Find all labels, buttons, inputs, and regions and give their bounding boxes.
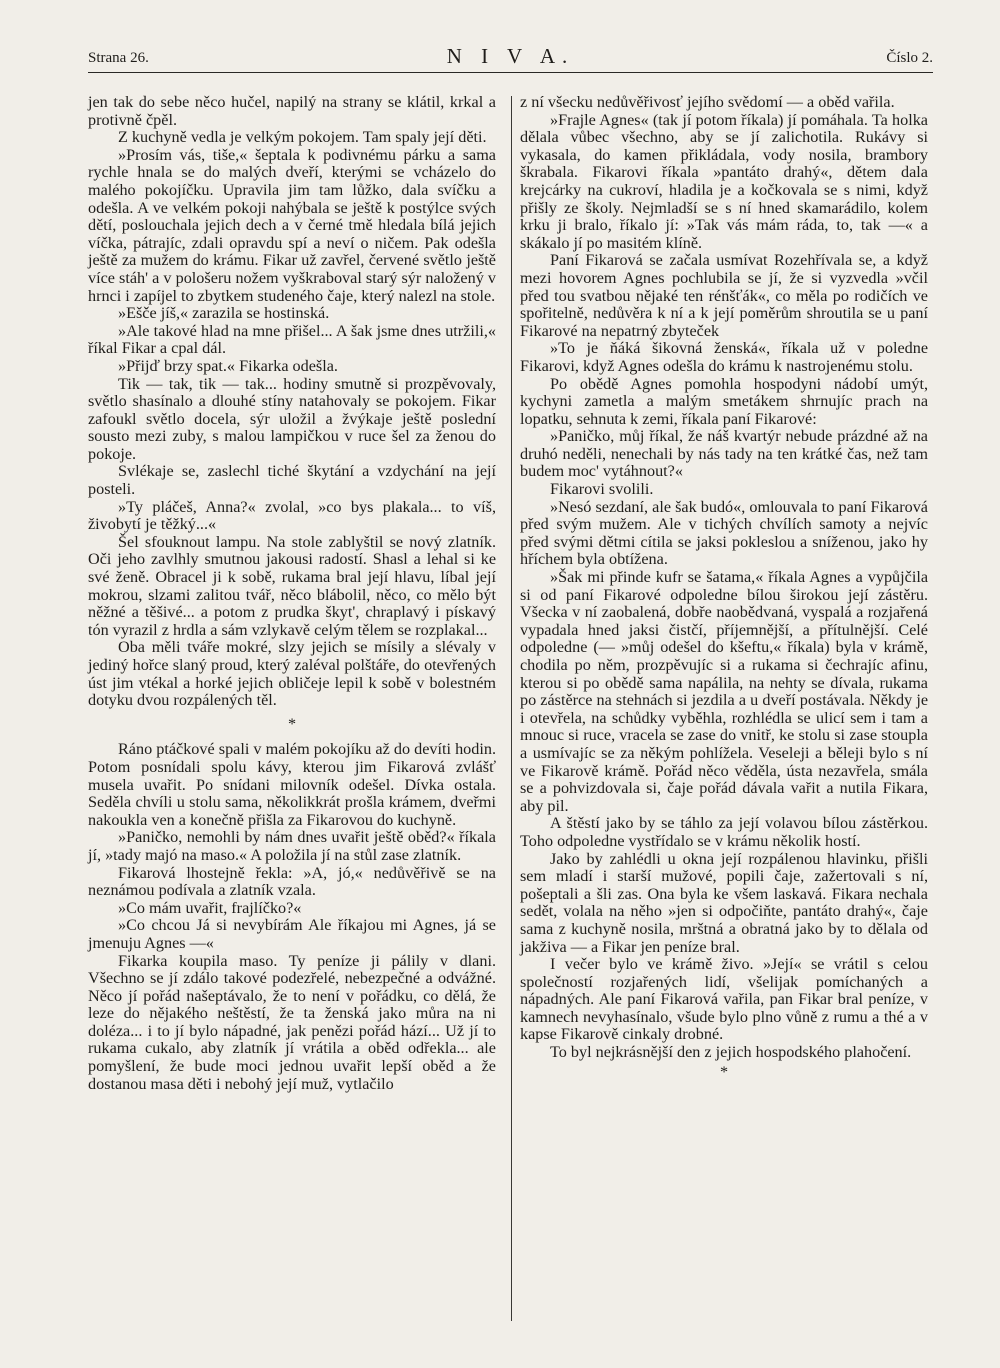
magazine-title: N I V A.: [446, 44, 575, 68]
header-rule: [88, 72, 933, 73]
paragraph: Po obědě Agnes pomohla hospodyni nádobí umýt, kychyni zametla a malým smetákem shrnujíc prach na lopatku, sehnuta k zemi, říkala paní Fikarové:: [520, 374, 928, 428]
paragraph: Oba měli tváře mokré, slzy jejich se mísily a slévaly v jediný hořce slaný proud, který zaléval polštáře, do otevřených úst jim vtékal a horké jejich obličeje lepil k sobě v bolestném dotyku dvou rozpálených těl.: [88, 638, 496, 710]
section-separator: *: [287, 714, 297, 733]
paragraph: »Co chcou Já si nevybírám Ale říkajou mi Agnes, já se jmenuju Agnes —«: [88, 916, 496, 952]
paragraph: Tik — tak, tik — tak... hodiny smutně si prozpěvovaly, světlo shasínalo a dlouhé stíny natahovaly se pokojem. Fikar zafoukl světlo docela, sýr uložil a žvýkaje ještě poslední sousto mezi zuby, s malou lampičkou v ruce šel za ženou do pokoje.: [88, 374, 496, 463]
paragraph: Šel sfouknout lampu. Na stole zablyštil se nový zlatník. Oči jeho zavlhly smutnou jakousi radostí. Shasl a lehal si ke své ženě. Obracel ji k sobě, rukama bral její hlavu, líbal její mokrou, slzami zalitou tvář, něco blábolil, něco, co mělo být něžné a těšivé... a potom z prudka škyt', chraplavý i pískavý tón vyrazil z hrdla a sám vzlykavě celým tělem se rozplakal...: [88, 532, 496, 639]
column-divider: [511, 96, 512, 1321]
paragraph: »Ale takové hlad na mne přišel... A šak jsme dnes utržili,« říkal Fikar a cpal dál.: [88, 321, 496, 358]
paragraph: »Přijď brzy spat.« Fikarka odešla.: [118, 356, 338, 375]
paragraph: Fikarová lhostejně řekla: »A, jó,« nedůvěřivě se na neznámou podívala a zlatník vzala.: [88, 863, 496, 900]
paragraph: Ráno ptáčkové spali v malém pokojíku až do devíti hodin. Potom posnídali spolu kávy, kterou jim Fikarová zvlášť musela uvařit. Po snídani milovník odešel. Dívka ostala. Seděla chvíli u stolu sama, několikkrát prošla krámem, dveřmi nakoukla ven a konečně přišla za Fikarovou do kuchyně.: [88, 740, 496, 829]
page-number: Strana 26.: [88, 50, 149, 66]
paragraph: »Frajle Agnes« (tak jí potom říkala) jí pomáhala. Ta holka dělala vůbec všechno, aby se jí zalichotila. Rukávy si vykasala, do kamen přikládala, vody nosila, brambory škrabala. Fikarovi říkala »pantáto drahý«, dětem dala krejcárky na cukroví, hladila je a kočkovala se s nimi, když přišly ze školy. Nejmladší se s ní hned skamarádilo, kolem krku ji bralo, říkalo jí: »Tak vás mám ráda, to, tak —« a skákalo jí po masitém klíně.: [520, 110, 928, 252]
left-column: [88, 94, 496, 1093]
paragraph: Paní Fikarová se začala usmívat Rozehřívala se, a když mezi hovorem Agnes pochlubila se jí, že si vyzvedla »včil před tou svatbou nějaké ten rénšťák«, co měla po rodičích ve spořitelně, nedůvěra k ní a k její poměrům shroutila se u paní Fikarové na nepatrný zbyteček: [520, 251, 928, 340]
paragraph: A štěstí jako by se táhlo za její volavou bílou zástěrkou. Toho odpoledne vystřídalo se v krámu několik hostí.: [520, 814, 928, 850]
paragraph: z ní všecku nedůvěřivosť jejího svědomí — a oběd vařila.: [520, 93, 895, 111]
paragraph: jen tak do sebe něco hučel, napilý na strany se klátil, krkal a protivně čpěl.: [88, 93, 496, 129]
paragraph: Z kuchyně vedla je velkým pokojem. Tam spaly její děti.: [118, 128, 487, 147]
paragraph: »To je ňáká šikovná ženská«, říkala už v poledne Fikarovi, když Agnes odešla do krámu k nastrojenému stolu.: [520, 339, 928, 375]
paragraph: Svlékaje se, zaslechl tiché škytání a vzdychání na její posteli.: [88, 462, 496, 499]
paragraph: To byl nejkrásnější den z jejich hospodského plahočení.: [550, 1043, 912, 1062]
paragraph: »Ešče jíš,« zarazila se hostinská.: [118, 304, 330, 323]
issue-number: Číslo 2.: [886, 50, 933, 66]
paragraph: »Paničko, můj říkal, že náš kvartýr nebude prázdné až na druhó neděli, nenechali by nás tady na ten krátké čas, než tam budem moc' vytáhnout?«: [520, 427, 928, 481]
paragraph: »Nesó sezdaní, ale šak budó«, omlouvala to paní Fikarová před svým mužem. Ale v tichých chvílích samoty a nejvíc před svými dětmi cítila se jaksi pokleslou a sníženou, jako hy hříchem byla obtížena.: [520, 497, 928, 569]
page-header: [88, 44, 933, 72]
paragraph: »Ty pláčeš, Anna?« zvolal, »co bys plakala... to víš, živobytí je těžký...«: [88, 497, 496, 534]
paragraph: »Prosím vás, tiše,« šeptala k podivnému párku a sama rychle hnala se do malých dveří, kterými se vcházelo do malého pokojíčku. Upravila jim tam lůžko, dala svíčku a odešla. A ve velkém pokoji nahýbala se ještě k postýlce svých dětí, poslouchala jejich dech a v černé tmě hledala bílá jejich víčka, pátrajíc, zdali opravdu spí a neví o ničem. Pak odešla ještě za mužem do krámu. Fikar už zavřel, červené světlo ještě více stáh' a v pološeru nožem vyškraboval starý sýr naložený v hrnci i zapíjel to zbytkem studeného čaje, který nalezl na stole.: [88, 145, 496, 305]
paragraph: »Paničko, nemohli by nám dnes uvařit ještě oběd?« říkala jí, »tady majó na maso.« A položila jí na stůl zase zlatník.: [88, 828, 496, 864]
paragraph: Jako by zahlédli u okna její rozpálenou hlavinku, přišli sem mladí i starší mužové, popili čaje, zažertovali s ní, pošeptali a šli zas. Ona byla ke všem laskavá. Fikara nechala sedět, volala na něho »jen si odpočiňte, pantáto drahý«, čaje sama z kuchyně nosila, mrštná a obratná jako by to dělala od jakživa — a Fikar jen peníze bral.: [520, 849, 928, 956]
paragraph: I večer bylo ve krámě živo. »Její« se vrátil s celou společností rozjařených lidí, všelijak pomíchaných a nápadných. Ale paní Fikarová vařila, pan Fikar bral peníze, v kamnech nevyhasínalo, všude bylo plno vůně z rumu a thé a v kapse Fikarově cinkaly drobné.: [520, 955, 928, 1044]
end-mark: *: [719, 1062, 729, 1081]
paragraph: Fikarka koupila maso. Ty peníze ji pálily v dlani. Všechno se jí zdálo takové podezřelé, nebezpečné a odvážné. Něco jí pořád našeptávalo, že to není v pořádku, co dělá, že leze do nějakého neštěstí, že ta ženská jako můra na ni doléza... i to jí bylo nápadné, jak penězi pořád hází... Už jí to rukama cukalo, aby zlatník jí vrátila a oběd odřekla... ale pomyšlení, že bude moci jednou uvařit lepší oběd a že dostanou masa děti i nebohý její muž, vytlačilo: [88, 951, 496, 1093]
right-column: [520, 94, 928, 1081]
paragraph: »Co mám uvařit, frajlíčko?«: [118, 898, 302, 917]
paragraph: Fikarovi svolili.: [550, 480, 654, 499]
paragraph: »Šak mi přinde kufr se šatama,« říkala Agnes a vypůjčila si od paní Fikarové odpoledne bílou širokou její zástěru. Všecka v ní zaobalená, dobře naobědvaná, vyspalá a rozjařená vypadala hned jaksi čistčí, příjemnější, a přítulnější. Celé odpoledne (— »můj odešel do kšeftu,« říkala) byla v krámě, chodila po něm, prozpěvujíc si a rukama si čechrajíc afinu, kterou si po obědě sama napálila, na nehty se dívala, rukama po zástěrce na stehnách si jezdila a u dveří postávala. Někdy je i otevřela, na schůdky vyběhla, rozhlédla se ulicí sem i tam a mnouc si ruce, vracela se zase do vnitř, ke stolu si zase stoupla a usmívajíc se za někým pohlížela. Veseleji a běleji bylo s ní ve Fikarově krámě. Pořád něco věděla, ústa nezavřela, smála se a pohvizdovala si, čaje pořád dávala vařit a nutila Fikara, aby pil.: [520, 568, 928, 815]
